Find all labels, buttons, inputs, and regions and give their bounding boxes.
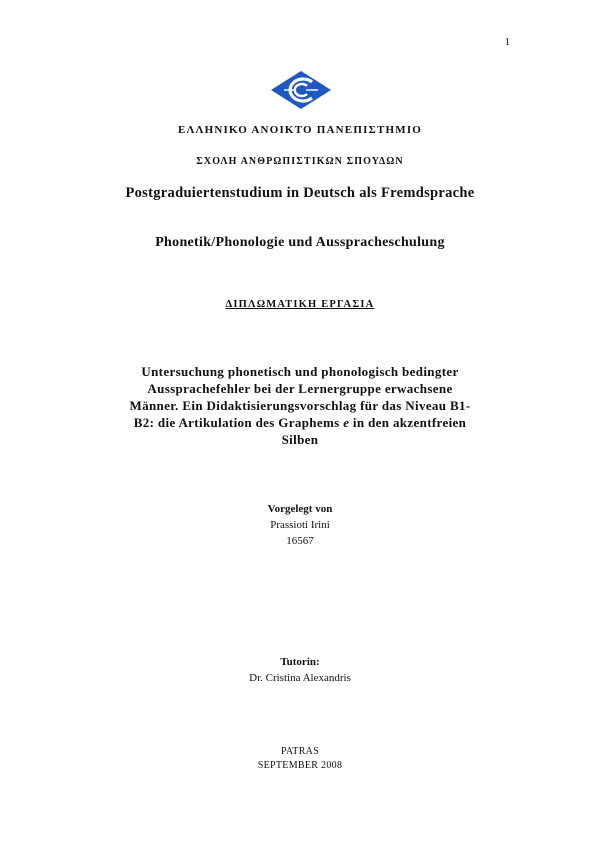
- thesis-title-line: [92, 414, 508, 431]
- thesis-title: [92, 363, 508, 448]
- school-name: ΣΧΟΛΗ ΑΝΘΡΩΠΙΣΤΙΚΩΝ ΣΠΟΥΔΩΝ: [196, 156, 404, 167]
- author-name: Prassioti Irini: [270, 519, 330, 531]
- university-name: ΕΛΛΗΝΙΚΟ ΑΝΟΙΚΤΟ ΠΑΝΕΠΙΣΤΗΜΙΟ: [177, 124, 423, 136]
- thesis-title-segment: in den akzentfreien: [349, 415, 467, 430]
- subject-title: Phonetik/Phonologie und Ausspracheschulung: [155, 235, 445, 250]
- thesis-title-line: Silben: [281, 432, 319, 447]
- student-id: 16567: [286, 535, 314, 547]
- thesis-title-line: Untersuchung phonetisch und phonologisch bedingter: [141, 364, 459, 379]
- grapheme-e: e: [343, 415, 350, 430]
- tutor-label: Tutorin:: [280, 656, 320, 668]
- university-logo-icon: [270, 70, 332, 110]
- program-title: Postgraduiertenstudium in Deutsch als Fremdsprache: [125, 185, 475, 201]
- page-number: 1: [504, 36, 510, 48]
- tutor-name: Dr. Cristina Alexandris: [249, 672, 351, 684]
- date: SEPTEMBER 2008: [257, 760, 343, 771]
- thesis-title-segment: B2: die Artikulation des Graphems: [133, 415, 344, 430]
- place: PATRAS: [280, 746, 320, 757]
- thesis-title-line: Aussprachefehler bei der Lernergruppe erwachsene: [147, 381, 453, 396]
- presented-by-label: Vorgelegt von: [267, 503, 333, 515]
- document-type: ΔΙΠΛΩΜΑΤΙΚΗ ΕΡΓΑΣΙΑ: [225, 299, 375, 310]
- thesis-title-line: Männer. Ein Didaktisierungsvorschlag für das Niveau B1-: [129, 398, 471, 413]
